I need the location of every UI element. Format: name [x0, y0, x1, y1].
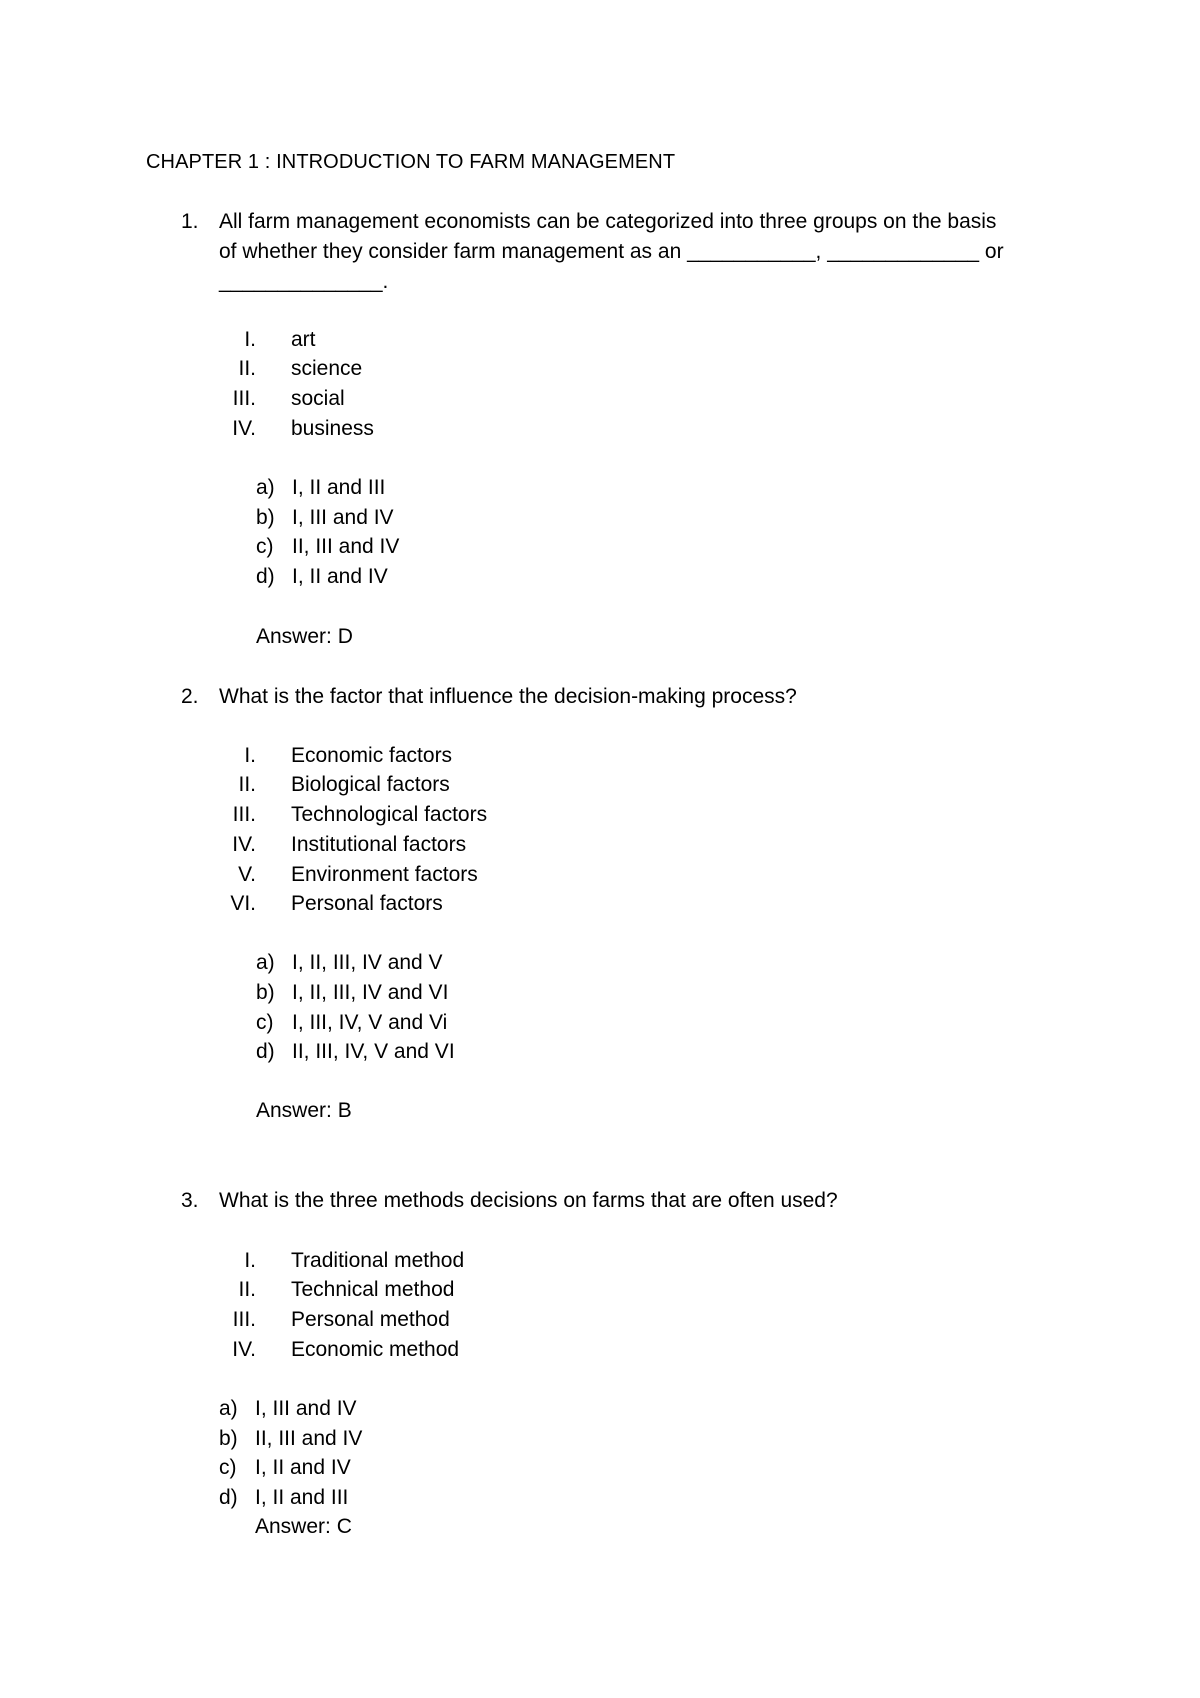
option-text: I, III and IV	[292, 506, 394, 529]
roman-numeral: I.	[244, 328, 256, 351]
answer-option	[256, 562, 756, 591]
option-letter: d)	[219, 1486, 238, 1509]
roman-item-text: Economic method	[291, 1338, 460, 1361]
answer-option	[219, 1394, 719, 1423]
question-text-line: What is the factor that influence the decision-making process?	[219, 685, 797, 708]
answer-option	[256, 978, 756, 1007]
roman-item	[0, 741, 700, 770]
roman-item-text: Personal method	[291, 1308, 450, 1331]
roman-item	[0, 354, 700, 383]
roman-item-text: social	[291, 387, 345, 410]
roman-numeral: IV.	[232, 833, 256, 856]
option-letter: c)	[256, 535, 274, 558]
roman-item	[0, 770, 700, 799]
roman-numeral: II.	[238, 773, 256, 796]
answer-key: Answer: C	[255, 1515, 352, 1538]
roman-numeral: III.	[232, 1308, 256, 1331]
question-number: 3.	[181, 1189, 199, 1212]
chapter-title: CHAPTER 1 : INTRODUCTION TO FARM MANAGEMENT	[146, 151, 676, 173]
option-text: I, III, IV, V and Vi	[292, 1011, 448, 1034]
roman-item-text: Environment factors	[291, 863, 478, 886]
answer-option	[256, 1008, 756, 1037]
option-text: I, II, III, IV and V	[292, 951, 443, 974]
option-text: I, II and III	[255, 1486, 349, 1509]
answer-option	[219, 1453, 719, 1482]
answer-option	[219, 1483, 719, 1512]
option-text: I, II and IV	[292, 565, 388, 588]
answer-option	[256, 503, 756, 532]
answer-option	[256, 473, 756, 502]
answer-option	[256, 532, 756, 561]
roman-item-text: Personal factors	[291, 892, 443, 915]
roman-numeral: II.	[238, 357, 256, 380]
option-letter: d)	[256, 565, 275, 588]
roman-item-text: art	[291, 328, 316, 351]
option-text: I, II and III	[292, 476, 386, 499]
roman-item-text: Technical method	[291, 1278, 455, 1301]
roman-item	[0, 384, 700, 413]
option-text: I, II, III, IV and VI	[292, 981, 449, 1004]
roman-item-text: Technological factors	[291, 803, 488, 826]
option-letter: b)	[219, 1427, 238, 1450]
answer-key: Answer: D	[256, 625, 353, 648]
answer-option	[219, 1424, 719, 1453]
roman-numeral: V.	[238, 863, 256, 886]
question-text-line: of whether they consider farm management as an ___________, _____________ or	[219, 240, 1004, 263]
option-letter: c)	[256, 1011, 274, 1034]
roman-item	[0, 889, 700, 918]
roman-item	[0, 325, 700, 354]
roman-item	[0, 1275, 700, 1304]
roman-item-text: Institutional factors	[291, 833, 467, 856]
roman-numeral: IV.	[232, 417, 256, 440]
option-text: II, III, IV, V and VI	[292, 1040, 455, 1063]
option-letter: d)	[256, 1040, 275, 1063]
roman-item	[0, 1246, 700, 1275]
answer-option	[256, 1037, 756, 1066]
roman-numeral: III.	[232, 387, 256, 410]
roman-item-text: Economic factors	[291, 744, 453, 767]
roman-numeral: IV.	[232, 1338, 256, 1361]
roman-item-text: Biological factors	[291, 773, 450, 796]
roman-item	[0, 414, 700, 443]
question-text-line: What is the three methods decisions on farms that are often used?	[219, 1189, 838, 1212]
roman-item-text: Traditional method	[291, 1249, 465, 1272]
question-text-line: ______________.	[219, 270, 389, 293]
option-letter: a)	[219, 1397, 238, 1420]
option-text: II, III and IV	[292, 535, 400, 558]
option-letter: a)	[256, 951, 275, 974]
answer-key: Answer: B	[256, 1099, 352, 1122]
roman-numeral: VI.	[230, 892, 256, 915]
question-number: 1.	[181, 210, 199, 233]
option-letter: c)	[219, 1456, 237, 1479]
roman-numeral: III.	[232, 803, 256, 826]
roman-item	[0, 1335, 700, 1364]
roman-item-text: business	[291, 417, 374, 440]
option-text: I, III and IV	[255, 1397, 357, 1420]
option-letter: b)	[256, 506, 275, 529]
option-text: I, II and IV	[255, 1456, 351, 1479]
question-text-line: All farm management economists can be categorized into three groups on the basis	[219, 210, 997, 233]
roman-item	[0, 800, 700, 829]
roman-item	[0, 860, 700, 889]
answer-option	[256, 948, 756, 977]
option-letter: a)	[256, 476, 275, 499]
question-number: 2.	[181, 685, 199, 708]
roman-numeral: I.	[244, 744, 256, 767]
option-text: II, III and IV	[255, 1427, 363, 1450]
option-letter: b)	[256, 981, 275, 1004]
roman-numeral: I.	[244, 1249, 256, 1272]
roman-item	[0, 1305, 700, 1334]
roman-item-text: science	[291, 357, 363, 380]
roman-item	[0, 830, 700, 859]
roman-numeral: II.	[238, 1278, 256, 1301]
